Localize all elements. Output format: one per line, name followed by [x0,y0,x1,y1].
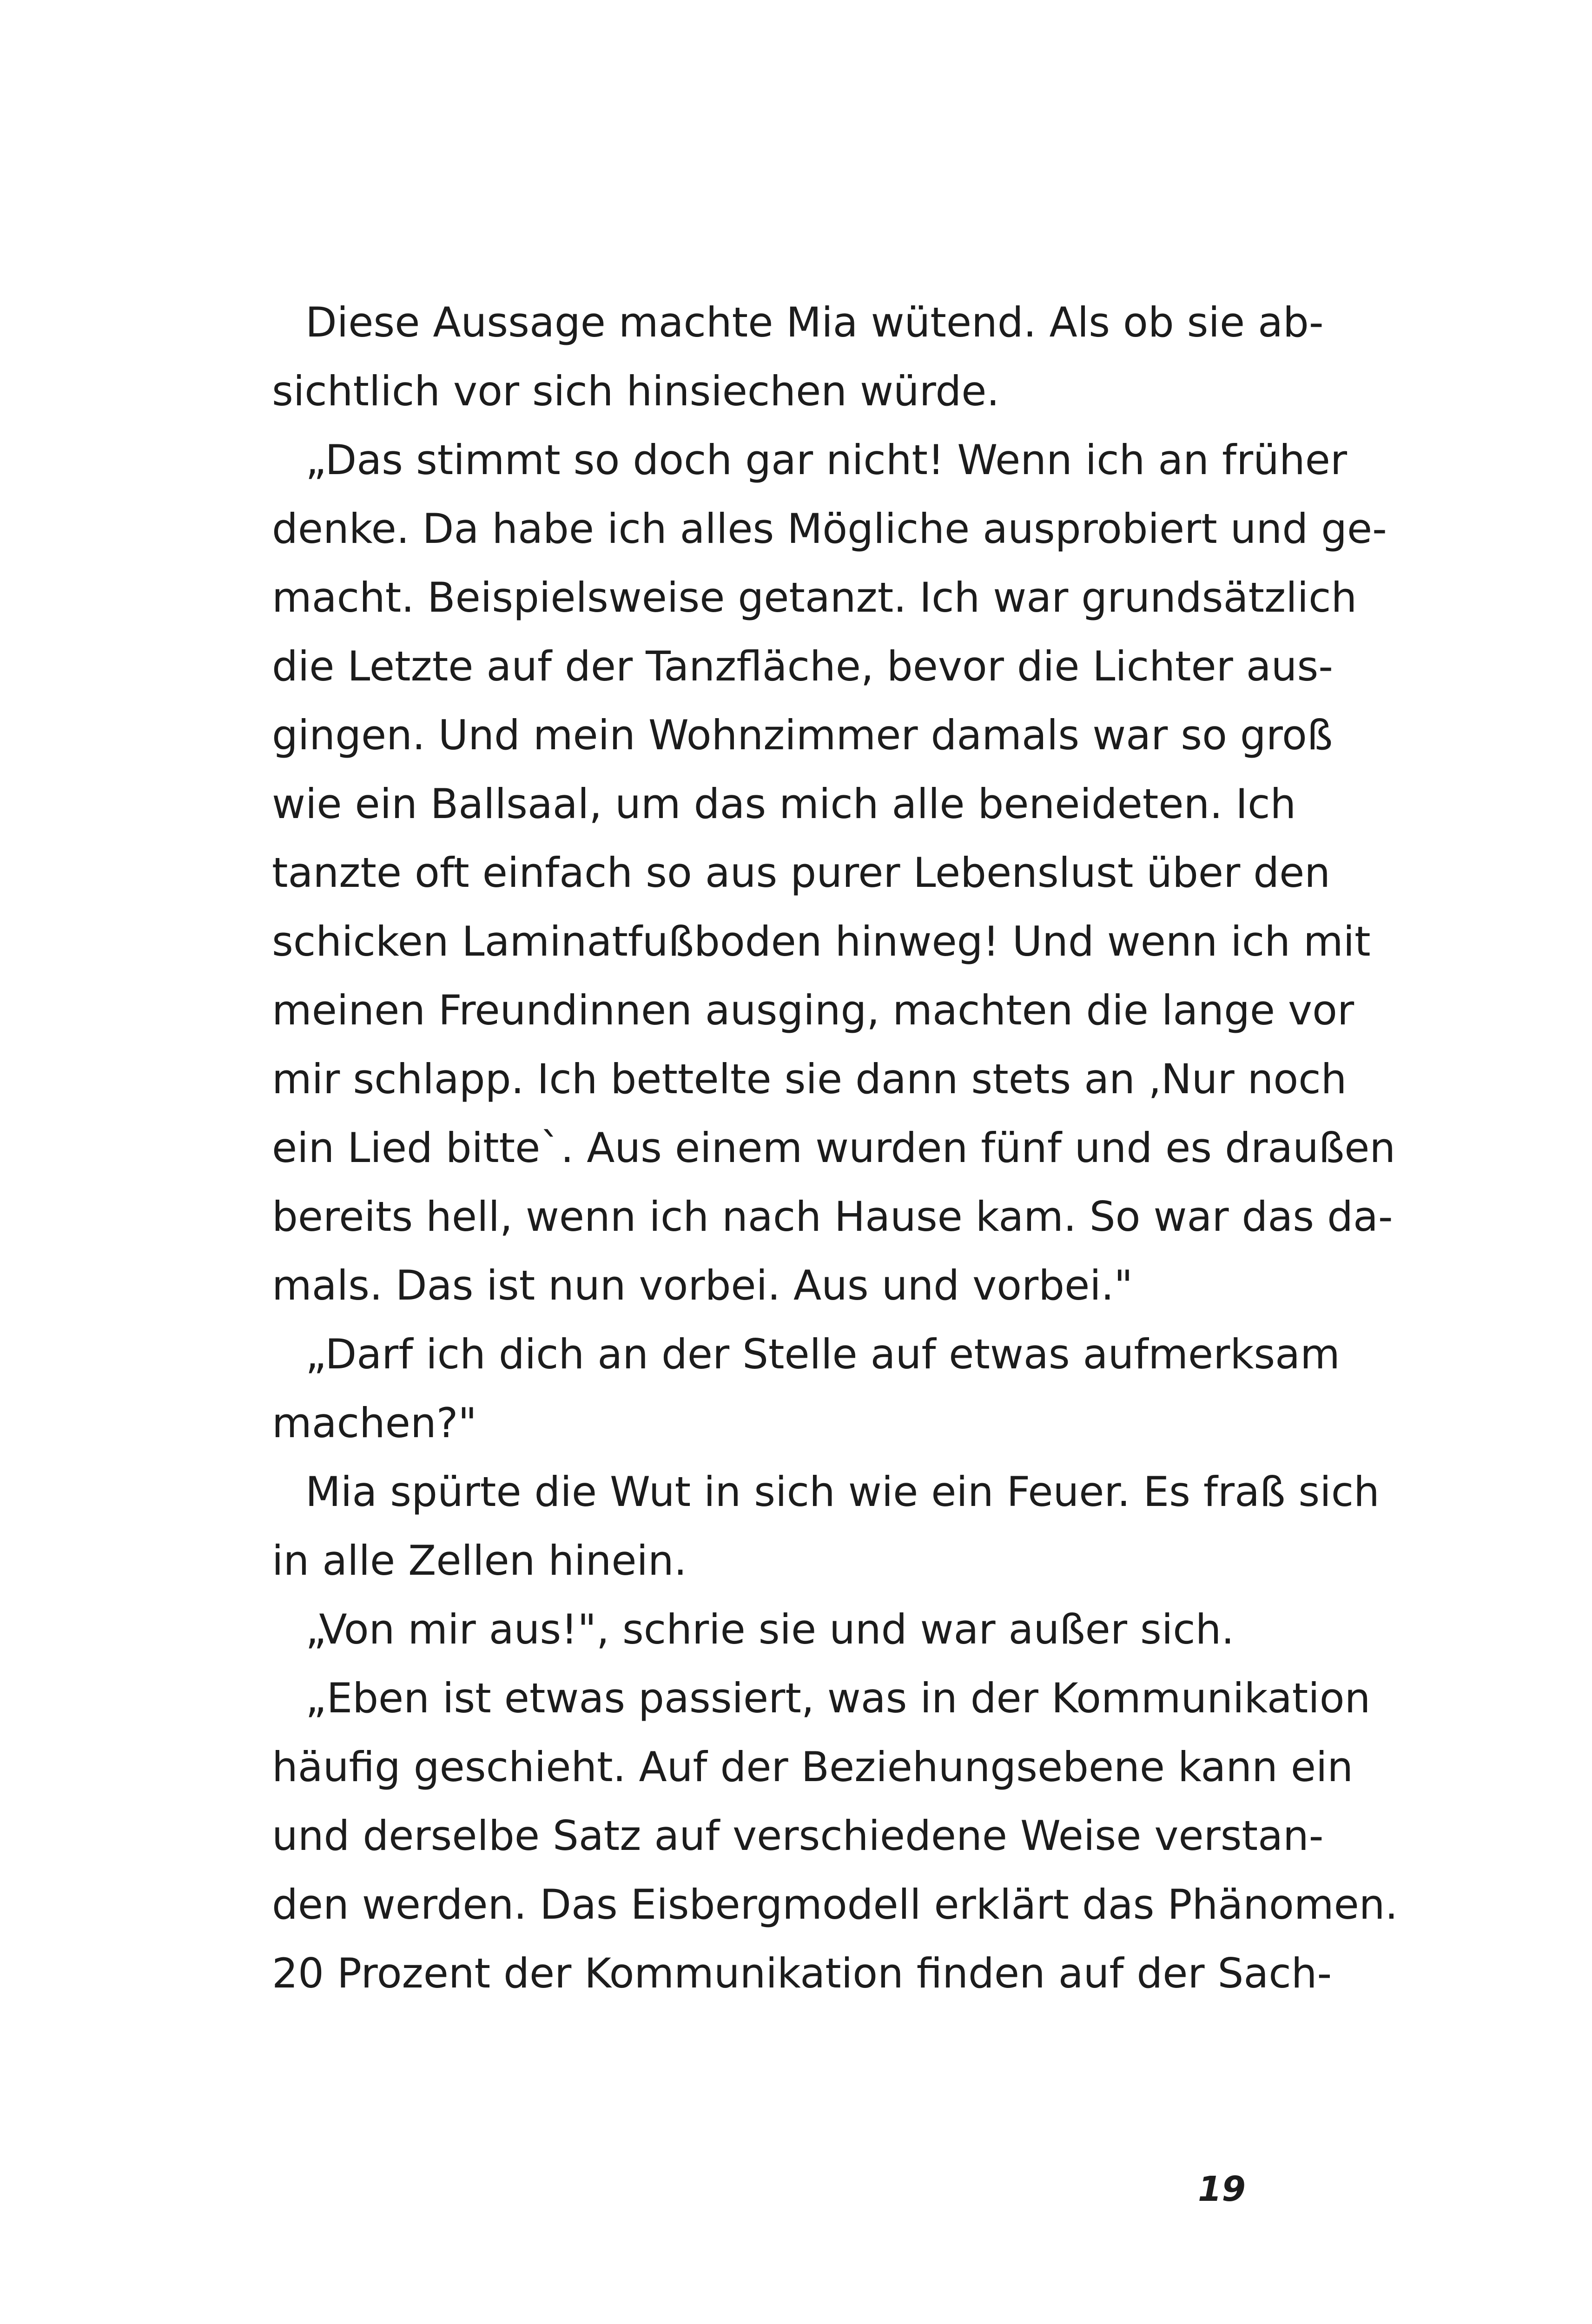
text-line: sichtlich vor sich hinsiechen würde. [272,367,1000,415]
text-line: „Das stimmt so doch gar nicht! Wenn ich an früher [305,436,1348,484]
text-line: ein Lied bitte`. Aus einem wurden fünf und es draußen [272,1124,1396,1172]
text-line: Diese Aussage machte Mia wütend. Als ob sie ab- [305,298,1324,346]
text-line: „Eben ist etwas passiert, was in der Kommunikation [305,1674,1371,1722]
text-line: meinen Freundinnen ausging, machten die lange vor [272,986,1354,1034]
page-number: 19 [1198,2169,1246,2209]
text-line: und derselbe Satz auf verschiedene Weise verstan- [272,1812,1324,1860]
text-line: gingen. Und mein Wohnzimmer damals war so groß [272,711,1333,759]
body-text [272,288,1398,2008]
text-line: machen?" [272,1399,477,1447]
text-line: tanzte oft einfach so aus purer Lebenslust über den [272,849,1330,897]
text-line: mals. Das ist nun vorbei. Aus und vorbei." [272,1261,1133,1309]
text-line: Mia spürte die Wut in sich wie ein Feuer. Es fraß sich [305,1468,1380,1516]
text-line: bereits hell, wenn ich nach Hause kam. So war das da- [272,1193,1393,1241]
text-line: die Letzte auf der Tanzfläche, bevor die Lichter aus- [272,642,1334,690]
text-line: „Von mir aus!", schrie sie und war außer sich. [305,1605,1235,1653]
text-line: „Darf ich dich an der Stelle auf etwas aufmerksam [305,1330,1340,1378]
text-line: in alle Zellen hinein. [272,1537,687,1585]
text-line: wie ein Ballsaal, um das mich alle beneideten. Ich [272,780,1296,828]
text-line: schicken Laminatfußboden hinweg! Und wenn ich mit [272,918,1371,965]
text-line: 20 Prozent der Kommunikation finden auf der Sach- [272,1949,1332,1997]
text-line: denke. Da habe ich alles Mögliche ausprobiert und ge- [272,505,1387,553]
text-line: mir schlapp. Ich bettelte sie dann stets an ‚Nur noch [272,1055,1347,1103]
text-line: häufig geschieht. Auf der Beziehungsebene kann ein [272,1743,1354,1791]
text-line: macht. Beispielsweise getanzt. Ich war grundsätzlich [272,574,1357,621]
text-line: den werden. Das Eisbergmodell erklärt das Phänomen. [272,1881,1398,1928]
